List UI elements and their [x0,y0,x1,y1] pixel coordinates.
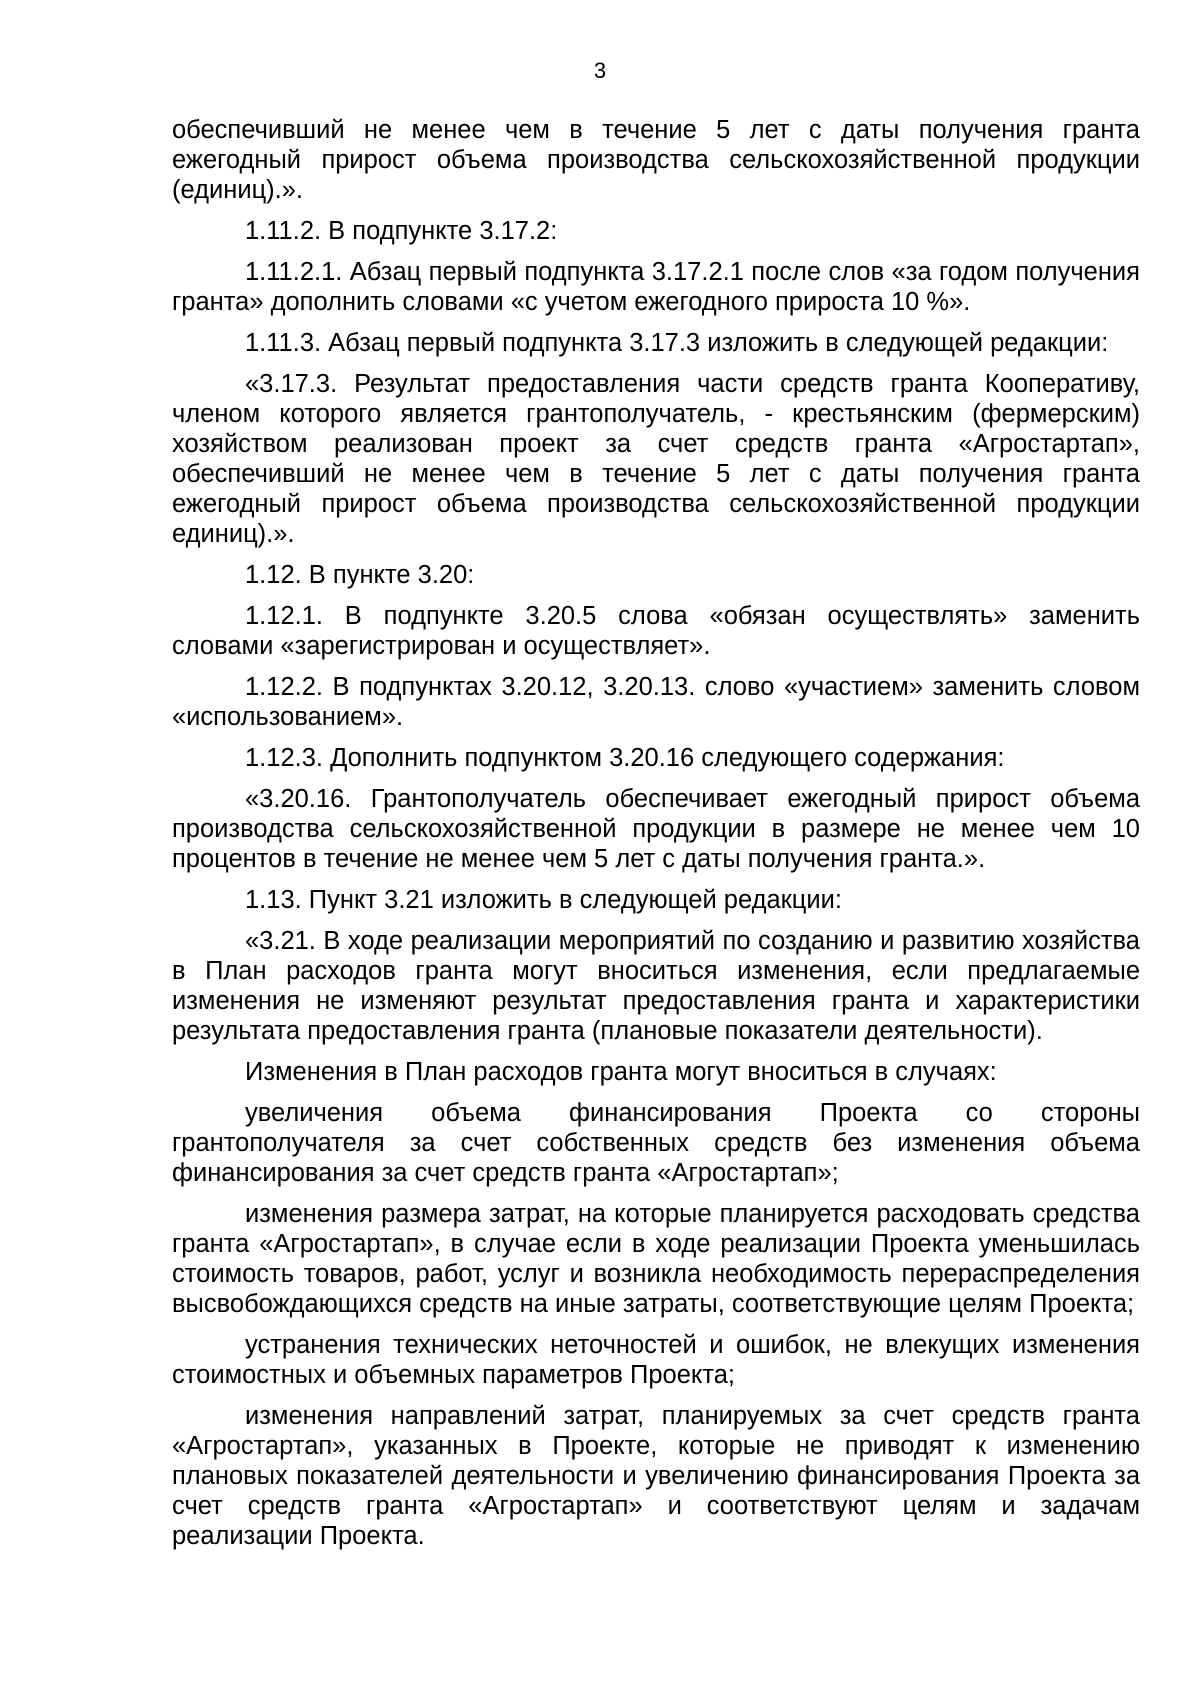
paragraph: 1.12. В пункте 3.20: [245,561,475,589]
paragraph: «3.21. В ходе реализации мероприятий по созданию и развитию хозяйства в План расходов гранта могут вноситься изменения, если предлагаемые изменения не изменяют результат предоставления гранта и характеристики результата предоставления гранта (плановые показатели деятельности). [172,927,1140,1045]
paragraph: 1.12.1. В подпункте 3.20.5 слова «обязан осуществлять» заменить словами «зарегистрирован и осуществляет». [172,602,1140,660]
paragraph: изменения направлений затрат, планируемых за счет средств гранта «Агростартап», указанных в Проекте, которые не приводят к изменению плановых показателей деятельности и увеличению финансирования Проекта за счет средств гранта «Агростартап» и соответствуют целям и задачам реализации Проекта. [172,1402,1140,1550]
paragraph: 1.12.3. Дополнить подпунктом 3.20.16 следующего содержания: [245,744,1005,772]
paragraph: 1.11.2.1. Абзац первый подпункта 3.17.2.1 после слов «за годом получения гранта» дополнить словами «с учетом ежегодного прироста 10 %». [172,258,1140,316]
paragraph: обеспечивший не менее чем в течение 5 лет с даты получения гранта ежегодный прирост объема производства сельскохозяйственной продукции (единиц).». [172,116,1140,204]
paragraph: изменения размера затрат, на которые планируется расходовать средства гранта «Агростартап», в случае если в ходе реализации Проекта уменьшилась стоимость товаров, работ, услуг и возникла необходимость перераспределения высвобождающихся средств на иные затраты, соответствующие целям Проекта; [172,1200,1140,1318]
paragraph: «3.17.3. Результат предоставления части средств гранта Кооперативу, членом которого является грантополучатель, - крестьянским (фермерским) хозяйством реализован проект за счет средств гранта «Агростартап», обеспечивший не менее чем в течение 5 лет с даты получения гранта ежегодный прирост объема производства сельскохозяйственной продукции единиц).». [172,370,1140,548]
paragraph: 1.11.2. В подпункте 3.17.2: [245,217,558,245]
paragraph: устранения технических неточностей и ошибок, не влекущих изменения стоимостных и объемных параметров Проекта; [172,1331,1140,1389]
paragraph: 1.11.3. Абзац первый подпункта 3.17.3 изложить в следующей редакции: [245,329,1109,357]
page-number: 3 [593,58,607,83]
paragraph: 1.12.2. В подпунктах 3.20.12, 3.20.13. слово «участием» заменить словом «использованием». [172,673,1140,731]
paragraph: «3.20.16. Грантополучатель обеспечивает ежегодный прирост объема производства сельскохозяйственной продукции в размере не менее чем 10 процентов в течение не менее чем 5 лет с даты получения гранта.». [172,785,1140,873]
document-body [172,115,1140,1562]
paragraph: увеличения объема финансирования Проекта со стороны грантополучателя за счет собственных средств без изменения объема финансирования за счет средств гранта «Агростартап»; [172,1099,1140,1187]
paragraph: 1.13. Пункт 3.21 изложить в следующей редакции: [245,886,842,914]
paragraph: Изменения в План расходов гранта могут вноситься в случаях: [245,1058,997,1086]
